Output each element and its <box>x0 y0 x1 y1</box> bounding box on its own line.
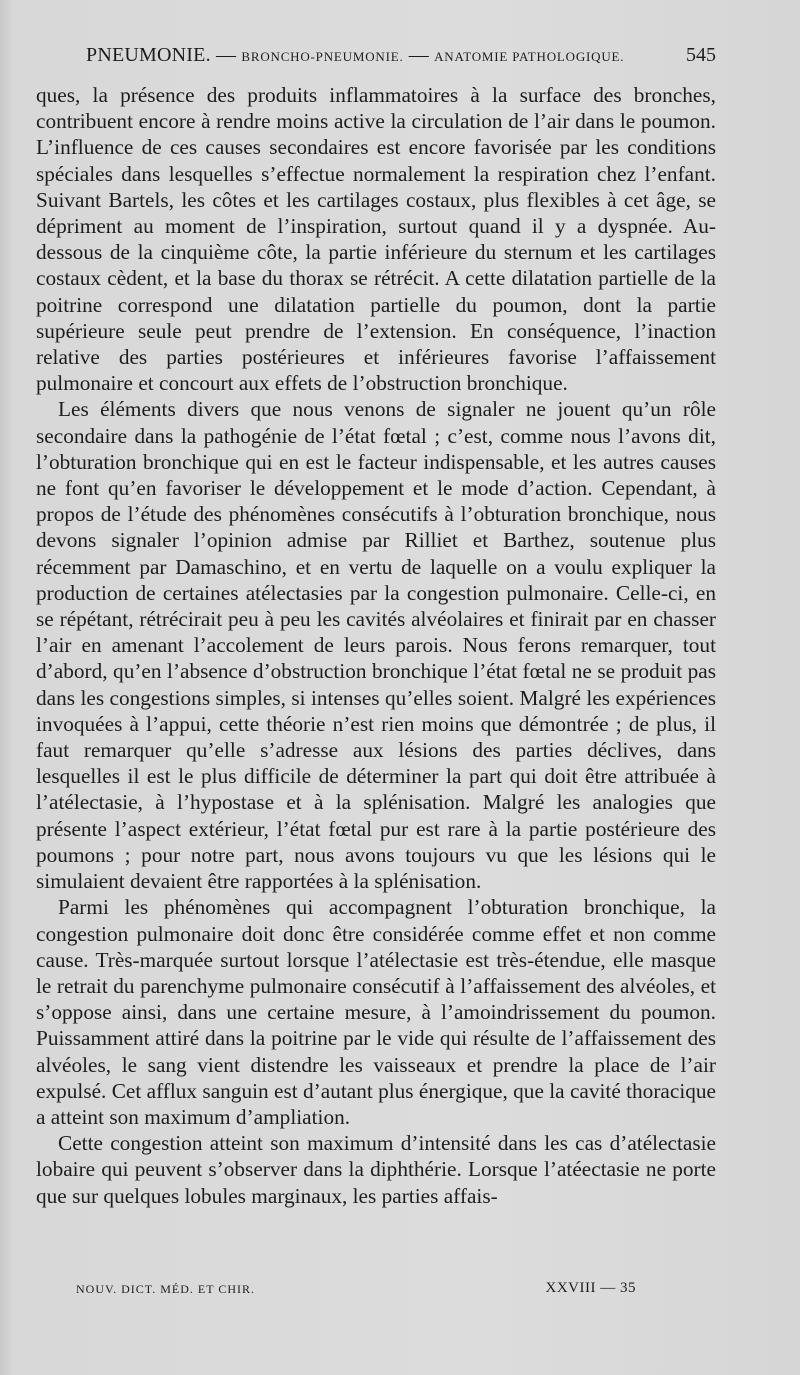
paragraph-1: ques, la présence des produits inflammatoires à la surface des bronches, contribuent encore à rendre moins active la circulation de l’air dans le poumon. L’influence de ces causes secondaires est encore favorisée par les conditions spéciales dans lesquelles s’effectue normalement la respiration chez l’enfant. Suivant Bartels, les côtes et les cartilages costaux, plus flexibles à cet âge, se dépriment au moment de l’inspiration, surtout quand il y a dyspnée. Au-dessous de la cinquième côte, la partie inférieure du sternum et les cartilages costaux cèdent, et la base du thorax se rétrécit. A cette dilatation partielle de la poitrine correspond une dilatation partielle du poumon, dont la partie supérieure seule peut prendre de l’extension. En conséquence, l’inaction relative des parties postérieures et inférieures favorise l’affaissement pulmonaire et concourt aux effets de l’obstruction bronchique. <box>36 83 716 396</box>
page-number: 545 <box>686 44 716 66</box>
body-text <box>36 82 716 1209</box>
header-separator-1: — <box>210 44 242 66</box>
paragraph-4: Cette congestion atteint son maximum d’intensité dans les cas d’atélectasie lobaire qui peuvent s’observer dans la diphthérie. Lorsque l’atéectasie ne porte que sur quelques lobules marginaux, les parties affais- <box>36 1131 716 1208</box>
header-subtitle-1: BRONCHO-PNEUMONIE. <box>241 49 404 64</box>
header-subtitle-2: ANATOMIE PATHOLOGIQUE. <box>434 49 625 64</box>
paragraph-2: Les éléments divers que nous venons de signaler ne jouent qu’un rôle secondaire dans la pathogénie de l’état fœtal ; c’est, comme nous l’avons dit, l’obturation bronchique qui en est le facteur indispensable, et les autres causes ne font qu’en favoriser le développement et le mode d’action. Cependant, à propos de l’étude des phénomènes consécutifs à l’obturation bronchique, nous devons signaler l’opinion admise par Rilliet et Barthez, soutenue plus récemment par Damaschino, et en vertu de laquelle on a voulu expliquer la production de certaines atélectasies par la congestion pulmonaire. Celle-ci, en se répétant, rétrécirait peu à peu les cavités alvéolaires et finirait par en chasser l’air en amenant l’accolement de leurs parois. Nous ferons remarquer, tout d’abord, qu’en l’absence d’obstruction bronchique l’état fœtal ne se produit pas dans les congestions simples, si intenses qu’elles soient. Malgré les expériences invoquées à l’appui, cette théorie n’est rien moins que démontrée ; de plus, il faut remarquer qu’elle s’adresse aux lésions des parties déclives, dans lesquelles il est le plus difficile de déterminer la part qui doit être attribuée à l’atélectasie, à l’hypostase et à la splénisation. Malgré les analogies que présente l’aspect extérieur, l’état fœtal pur est rare à la partie postérieure des poumons ; pour notre part, nous avons toujours vu que les lésions qui le simulaient devaient être rapportées à la splénisation. <box>36 397 716 894</box>
page-footer <box>76 1282 716 1302</box>
running-title <box>86 44 624 67</box>
footer-volume-signature: XXVIII — 35 <box>545 1280 636 1296</box>
header-separator-2: — <box>403 44 435 66</box>
paragraph-3: Parmi les phénomènes qui accompagnent l’obturation bronchique, la congestion pulmonaire doit donc être considérée comme effet et non comme cause. Très-marquée surtout lorsque l’atélectasie est très-étendue, elle masque le retrait du parenchyme pulmonaire consécutif à l’affaissement des alvéoles, et s’oppose ainsi, dans une certaine mesure, à l’amoindrissement du poumon. Puissamment attiré dans la poitrine par le vide qui résulte de l’affaissement des alvéoles, le sang vient distendre les vaisseaux et prendre la place de l’air expulsé. Cet afflux sanguin est d’autant plus énergique, que la cavité thoracique a atteint son maximum d’ampliation. <box>36 895 716 1129</box>
header-title: PNEUMONIE. <box>86 44 211 66</box>
running-header <box>86 44 716 78</box>
footer-publication: NOUV. DICT. MÉD. ET CHIR. <box>76 1282 256 1296</box>
